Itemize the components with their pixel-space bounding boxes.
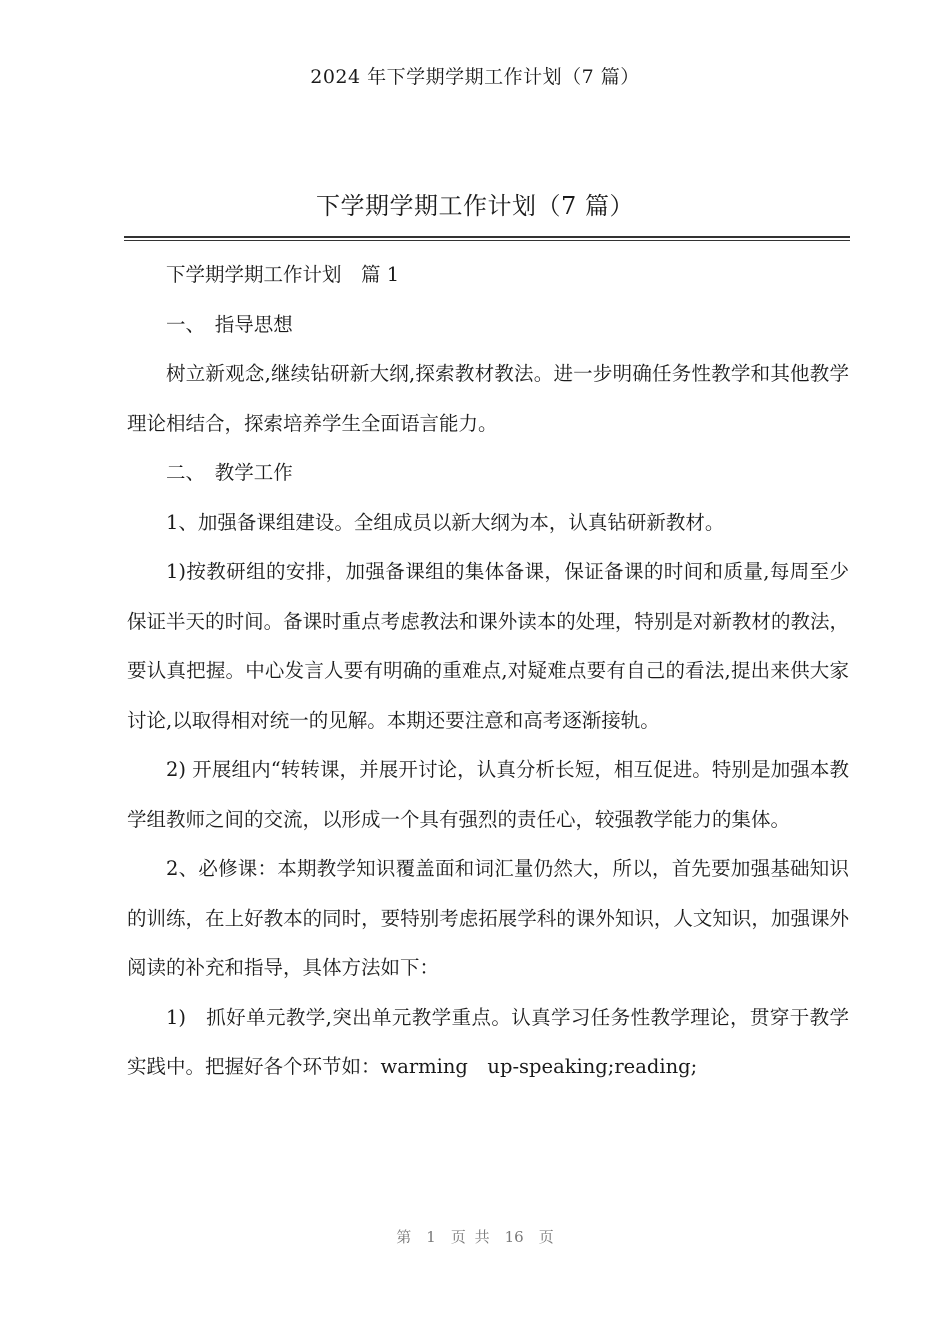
- paragraph: 1)按教研组的安排，加强备课组的集体备课，保证备课的时间和质量,每周至少保证半天的时间。备课时重点考虑教法和课外读本的处理，特别是对新教材的教法，要认真把握。中心发言人要有明确的重难点,对疑难点要有自己的看法,提出来供大家讨论,以取得相对统一的见解。本期还要注意和高考逐渐接轨。: [127, 560, 849, 732]
- paragraph: 2) 开展组内“转转课，并展开讨论，认真分析长短，相互促进。特别是加强本教学组教师之间的交流，以形成一个具有强烈的责任心，较强教学能力的集体。: [127, 758, 849, 831]
- running-header: 2024 年下学期学期工作计划（7 篇）: [310, 66, 640, 88]
- section-heading: 下学期学期工作计划 篇 1: [166, 263, 400, 286]
- title-divider: [124, 236, 850, 241]
- subheading: 二、 教学工作: [166, 461, 293, 484]
- paragraph: 1) 抓好单元教学,突出单元教学重点。认真学习任务性教学理论，贯穿于教学实践中。把握好各个环节如：warming up-speaking;reading;: [127, 1005, 849, 1078]
- paragraph: 树立新观念,继续钻研新大纲,探索教材教法。进一步明确任务性教学和其他教学理论相结合，探索培养学生全面语言能力。: [127, 362, 849, 435]
- paragraph: 1、加强备课组建设。全组成员以新大纲为本，认真钻研新教材。: [166, 510, 725, 534]
- document-title: 下学期学期工作计划（7 篇）: [316, 192, 634, 220]
- document-body: [127, 250, 849, 1092]
- page-footer: 第 1 页 共 16 页: [396, 1228, 554, 1246]
- paragraph: 2、必修课：本期教学知识覆盖面和词汇量仍然大，所以，首先要加强基础知识的训练，在上好教本的同时，要特别考虑拓展学科的课外知识，人文知识，加强课外阅读的补充和指导，具体方法如下：: [127, 857, 849, 979]
- subheading: 一、 指导思想: [166, 312, 293, 336]
